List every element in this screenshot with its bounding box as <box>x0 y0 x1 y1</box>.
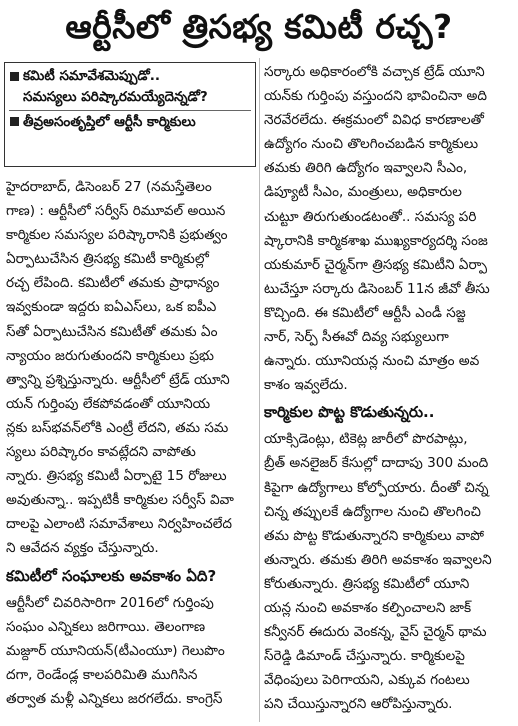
text-line: స్‌రెడ్డి డిమాండ్ చేస్తున్నారు. కార్మికులపై <box>264 648 465 665</box>
text-line: న్నారు. త్రిసభ్య కమిటీ ఏర్పాటై 15 రోజులు <box>6 468 227 485</box>
text-line: తమ పొట్ట కొడుతున్నారని కార్మికులు వాపో <box>264 527 485 544</box>
text-line: త్వాన్ని ప్రశ్నిస్తున్నారు. ఆర్టీసీలో ట్రేడ్ యూని <box>6 371 230 388</box>
text-line: నెరవేరలేదు. ఈక్రమంలో వివిధ కారణాలతో <box>264 112 484 129</box>
text-line: యాక్సిడెంట్లు, టికెట్ల జారీలో పొరపాట్లు, <box>264 431 468 448</box>
text-line: సంఘం ఎన్నికలు జరిగాయి. తెలంగాణ <box>6 618 206 635</box>
text-line: కాశం ఇవ్వలేదు. <box>264 377 348 394</box>
text-line: యన్ గుర్తింపు లేకపోవడంతో యూనియ <box>6 395 211 412</box>
text-line: సర్కారు అధికారంలోకి వచ్చాక ట్రేడ్ యూని <box>264 64 485 80</box>
highlight-text: సమస్యలు పరిష్కారమయ్యేదెన్నడో? <box>23 89 208 105</box>
text-line: ఆర్టీసీలో చివరిసారిగా 2016లో గుర్తింపు <box>6 594 214 611</box>
headline: ఆర్టీసీలో త్రిసభ్య కమిటీ రచ్చ? <box>65 7 453 46</box>
text-line: కిపైగా ఉద్యోగాలు కోల్పోయారు. దీంతో చిన్న <box>264 479 489 496</box>
text-line: చిన్న తప్పులకే ఉద్యోగాల నుంచి తొలగించి <box>264 503 481 520</box>
article-paragraph <box>6 175 255 561</box>
article-paragraph <box>264 60 514 397</box>
text-line: న్లకు బస్‌భవన్‌లోకి ఎంట్రీ లేదని, తమ సమ <box>6 419 229 436</box>
text-line: బ్రీత్ అనలైజర్ కేసుల్లో దాదాపు 300 మంది <box>264 455 489 472</box>
text-line: రచ్చ లేపింది. కమిటీలో తమకు ప్రాధాన్యం <box>6 275 220 292</box>
highlight-item <box>9 87 251 108</box>
highlights-box <box>4 62 256 167</box>
text-line: అవుతున్నా.. ఇప్పటికీ కార్మికుల సర్వీస్ వివా <box>6 492 234 509</box>
subheading: కమిటీలో సంఘాలకు అవకాశం ఏది? <box>6 566 217 585</box>
text-line: ఏర్పాటుచేసిన త్రిసభ్య కమిటీ కార్మికుల్లో <box>6 251 209 268</box>
text-line: యన్ల నుంచి అవకాశం కల్పించాలని జాక్ <box>264 599 472 616</box>
text-line: దగా, రెండేండ్ల కాలపరిమితి ముగిసిన <box>6 666 198 683</box>
text-line: ఉద్యోగం నుంచి తొలగించబడిన కార్మికులు <box>264 136 479 153</box>
column-divider <box>259 58 260 722</box>
text-line: వేధింపులు పెరిగాయని, ఎక్కువ గంటలు <box>264 672 470 689</box>
text-line: తర్వాత మళ్లీ ఎన్నికలు జరగలేదు. కాంగ్రెస్ <box>6 690 223 707</box>
text-line: గాణ) : ఆర్టీసీలో సర్వీస్ రిమూవల్ అయిన <box>6 203 226 220</box>
text-line: ష్కారానికి కార్మికశాఖ ముఖ్యకార్యదర్శి సంజ <box>264 232 488 249</box>
text-line: న్యాయం జరుగుతుందని కార్మికులు ప్రభు <box>6 347 214 364</box>
subheading: కార్మికుల పొట్ట కొడుతున్నరు.. <box>264 403 435 422</box>
highlight-item <box>9 110 251 133</box>
text-line: తమకు తిరిగి ఉద్యోగం ఇవ్వాలని సీఎం, <box>264 160 468 177</box>
text-line: ని ఆవేదన వ్యక్తం చేస్తున్నారు. <box>6 540 159 557</box>
text-line: చుట్టూ తిరుగుతుండటంతో.. సమస్య పరి <box>264 208 477 225</box>
text-line: యన్‌కు గుర్తింపు వస్తుందని భావించినా అది <box>264 88 487 105</box>
text-line: నార్, సెర్ప్ సీఈవో దివ్య సభ్యులుగా <box>264 329 449 346</box>
article-paragraph <box>6 591 255 711</box>
text-line: యకుమార్ చైర్మన్‌గా త్రిసభ్య కమిటీని ఏర్పా <box>264 256 487 273</box>
text-line: ఇవ్వకుండా ఇద్దరు ఐఏఎస్‌లు, ఒక ఐపీఎ <box>6 299 217 316</box>
text-line: డిప్యూటీ సీఎం, మంత్రులు, అధికారుల <box>264 184 462 201</box>
text-line: మజ్దూర్ యూనియన్(టీఎంయూ) గెలుపొం <box>6 642 225 659</box>
text-line: స్యలు పరిష్కారం కావట్లేదని వాపోతు <box>6 444 196 461</box>
text-line: స్‌తో ఏర్పాటుచేసిన కమిటీతో తమకు ఏం <box>6 323 218 340</box>
bullet-square-icon <box>10 72 19 81</box>
highlight-item <box>9 66 251 87</box>
text-line: పని చేయిస్తున్నారని ఆరోపిస్తున్నారు. <box>264 696 453 713</box>
text-line: తున్నారు. తమకు తిరిగి అవకాశం ఇవ్వాలని <box>264 551 492 568</box>
right-column <box>264 60 514 716</box>
text-line: ఉన్నారు. యూనియన్ల నుంచి మాత్రం అవ <box>264 353 480 370</box>
text-line: టుచేస్తూ సర్కారు డిసెంబర్ 11న జీవో తీసు <box>264 280 490 297</box>
bullet-square-icon <box>10 117 19 126</box>
highlight-text: కమిటీ సమావేశమెప్పుడో.. <box>23 68 160 84</box>
left-column <box>6 175 255 711</box>
text-line: కార్మికుల సమస్యల పరిష్కారానికి ప్రభుత్వం <box>6 227 228 244</box>
text-line: దాలపై ఎలాంటి సమావేశాలు నిర్వహించలేద <box>6 516 233 533</box>
text-line: కొచ్చింది. ఈ కమిటీలో ఆర్టీసీ ఎండీ సజ్జ <box>264 304 466 321</box>
article-paragraph <box>264 427 514 716</box>
text-line: కన్వీనర్ ఈదురు వెంకన్న, వైస్ చైర్మన్ థామ <box>264 624 487 641</box>
highlight-text: తీవ్రఅసంతృప్తిలో ఆర్టీసీ కార్మికులు <box>23 114 196 130</box>
text-line: హైదరాబాద్, డిసెంబర్ 27 (నమస్తేతెలం <box>6 179 212 195</box>
text-line: కోరుతున్నారు. త్రిసభ్య కమిటీలో యూని <box>264 575 470 592</box>
